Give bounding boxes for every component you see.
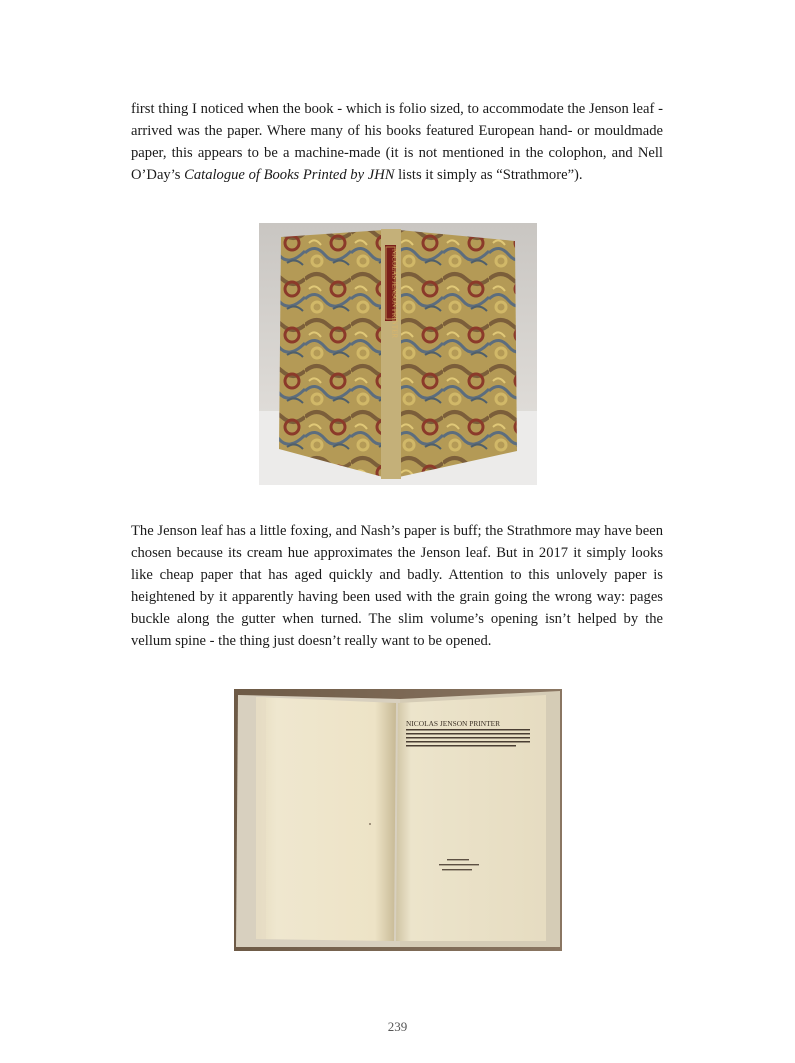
paragraph-1-text-b: lists it simply as “Strathmore”). xyxy=(394,167,583,184)
page-number: 239 xyxy=(387,1019,408,1034)
catalogue-title-italic: Catalogue of Books Printed by JHN xyxy=(184,167,395,184)
closed-book-photo xyxy=(259,223,537,485)
spine-label-text: NICOLAS JENSON PRINTER xyxy=(390,249,399,339)
open-book-title-text: NICOLAS JENSON PRINTER xyxy=(406,719,501,728)
body-paragraph-2: The Jenson leaf has a little foxing, and Nash’s paper is buff; the Strathmore may have been chosen because its cream hue approximates the Jenson leaf. But in 2017 it simply looks like cheap paper that has aged quickly and badly. Attention to this unlovely paper is heightened by it apparently having been used with the grain going the wrong way: pages buckle along the gutter when turned. The slim volume’s opening isn’t helped by the vellum spine - the thing just doesn’t really want to be opened. xyxy=(131,523,663,650)
open-book-photo xyxy=(234,689,562,951)
body-paragraph-1 xyxy=(131,98,663,186)
paragraph-1-text-a: first thing I noticed when the book - which is folio sized, to accommodate the Jenson leaf - arrived was the paper. Where many of his books featured European hand- or mouldmade paper, this appears to be a machine-made (it is not mentioned in the colophon, and Nell O’Day’s xyxy=(131,101,663,184)
